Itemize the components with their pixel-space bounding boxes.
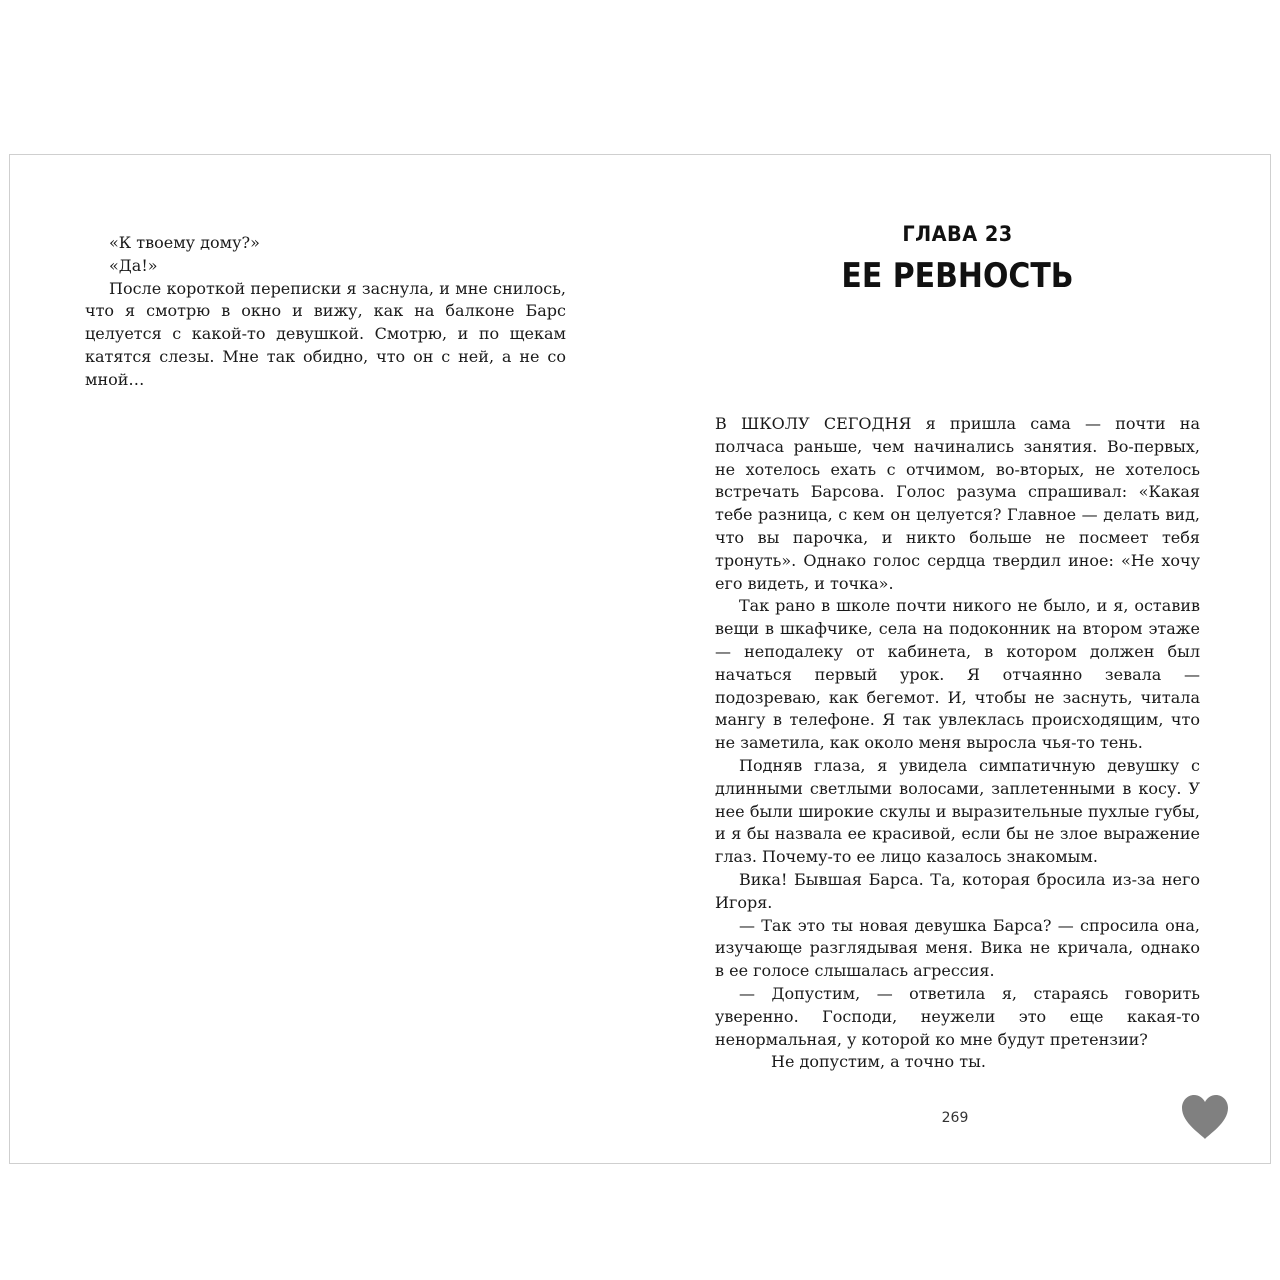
right-paragraph: — Так это ты новая девушка Барса? — спросила она, изучающе разглядывая меня. Вика не кричала, однако в ее голосе слышалась агрессия. xyxy=(715,915,1200,981)
right-paragraph: Вика! Бывшая Барса. Та, которая бросила из-за него Игоря. xyxy=(715,869,1200,912)
right-paragraph: Не допустим, а точно ты. xyxy=(771,1052,986,1072)
chapter-number: ГЛАВА 23 xyxy=(902,222,1013,246)
left-paragraph: После короткой переписки я заснула, и мне снилось, что я смотрю в окно и вижу, как на балконе Барс целуется с какой-то девушкой. Смотрю, и по щекам катятся слезы. Мне так обидно, что он с ней, а не со мной… xyxy=(85,278,566,389)
right-paragraph: Так рано в школе почти никого не было, и я, оставив вещи в шкафчике, села на подоконник на втором этаже — неподалеку от кабинета, в котором должен был начаться первый урок. Я отчаянно зевала — подозреваю, как бегемот. И, чтобы не заснуть, читала мангу в телефоне. Я так увлеклась происходящим, что не заметила, как около меня выросла чья-то тень. xyxy=(715,596,1200,753)
heart-icon xyxy=(1180,1093,1230,1141)
right-paragraph: — Допустим, — ответила я, стараясь говорить уверенно. Господи, неужели это еще какая-то ненормальная, у которой ко мне будут претензии? xyxy=(715,983,1200,1049)
page-number: 269 xyxy=(941,1110,969,1126)
book-spread xyxy=(9,154,1271,1164)
left-paragraph: «К твоему дому?» xyxy=(109,233,260,252)
right-page-text xyxy=(715,413,1200,1074)
right-paragraph: Подняв глаза, я увидела симпатичную девушку с длинными светлыми волосами, заплетенными в косу. У нее были широкие скулы и выразительные пухлые губы, и я бы назвала ее красивой, если бы не злое выражение глаз. Почему-то ее лицо казалось знакомым. xyxy=(715,755,1200,867)
left-page-text xyxy=(85,232,566,392)
right-paragraph: В ШКОЛУ СЕГОДНЯ я пришла сама — почти на полчаса раньше, чем начинались занятия. Во-первых, не хотелось ехать с отчимом, во-вторых, не хотелось встречать Барсова. Голос разума спрашивал: «Какая тебе разница, с кем он целуется? Главное — делать вид, что вы парочка, и никто больше не посмеет тебя тронуть». Однако голос сердца твердил иное: «Не хочу его видеть, и точка». xyxy=(715,414,1200,593)
chapter-title: ЕЕ РЕВНОСТЬ xyxy=(841,256,1074,296)
chapter-heading xyxy=(715,219,1200,299)
left-paragraph: «Да!» xyxy=(109,255,158,275)
